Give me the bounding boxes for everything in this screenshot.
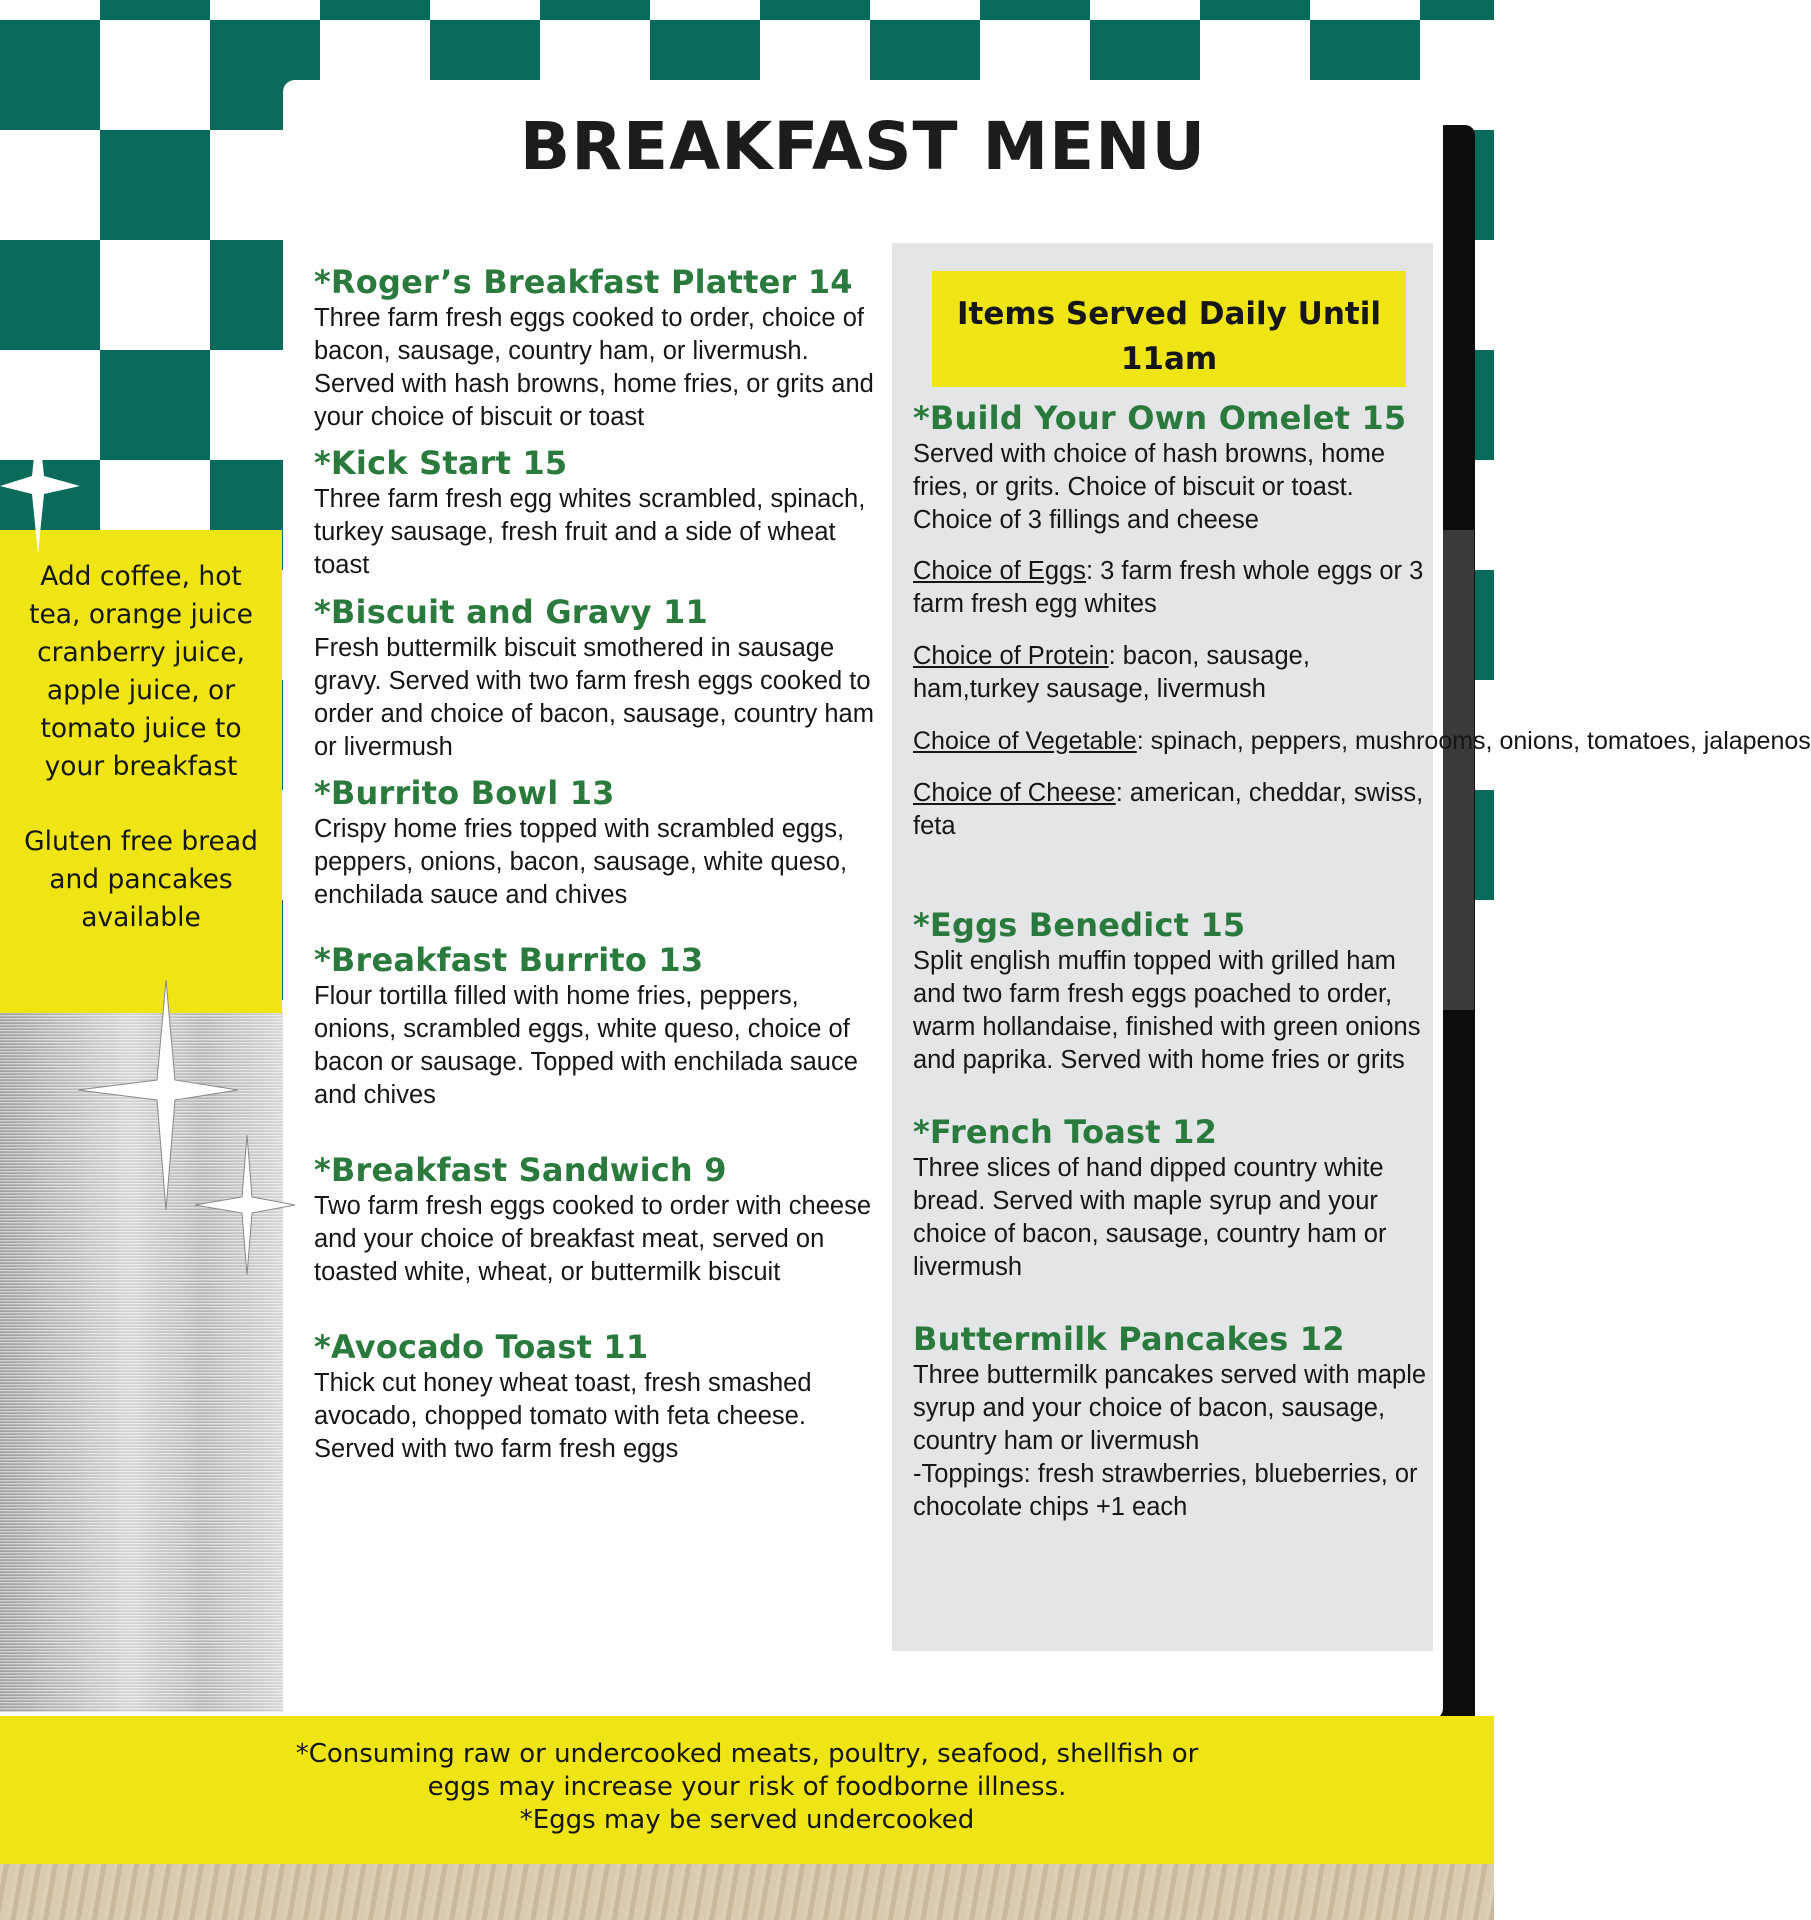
choice-label: Choice of Cheese: [913, 779, 1116, 807]
left-menu-column: [314, 262, 874, 1466]
item-name: *French Toast 12: [913, 1113, 1218, 1151]
menu-item: [314, 1150, 874, 1289]
side-info-panel: [0, 530, 282, 1013]
item-description: Thick cut honey wheat toast, fresh smashed avocado, chopped tomato with feta cheese. Served with two farm fresh eggs: [314, 1369, 812, 1463]
omelet-choice: [913, 777, 1433, 843]
item-description: Three slices of hand dipped country white bread. Served with maple syrup and your choice of bacon, sausage, country ham or livermush: [913, 1154, 1387, 1281]
footer-warning-line: *Consuming raw or undercooked meats, poultry, seafood, shellfish or: [295, 1739, 1199, 1769]
menu-item: [913, 1319, 1433, 1524]
item-name: *Breakfast Burrito 13: [314, 941, 704, 979]
item-description: Split english muffin topped with grilled ham and two farm fresh eggs poached to order, warm hollandaise, finished with green onions and paprika. Served with home fries or grits: [913, 947, 1421, 1074]
menu-item: [913, 398, 1433, 537]
item-name: *Eggs Benedict 15: [913, 906, 1246, 944]
allergen-footer: [0, 1716, 1494, 1864]
page-shadow-highlight: [1440, 530, 1474, 1010]
choice-label: Choice of Protein: [913, 642, 1109, 670]
item-name: *Roger’s Breakfast Platter 14: [314, 263, 853, 301]
gluten-free-note: Gluten free bread and pancakes available: [24, 826, 258, 933]
sparkle-icon: [0, 418, 80, 554]
item-name: *Kick Start 15: [314, 444, 568, 482]
menu-item: [314, 940, 874, 1112]
item-name: *Burrito Bowl 13: [314, 774, 615, 812]
sparkle-icon: [195, 1135, 295, 1275]
item-name: Buttermilk Pancakes 12: [913, 1320, 1345, 1358]
item-name: *Avocado Toast 11: [314, 1328, 649, 1366]
item-description: Two farm fresh eggs cooked to order with cheese and your choice of breakfast meat, served on toasted white, wheat, or buttermilk biscuit: [314, 1192, 872, 1286]
item-name: *Breakfast Sandwich 9: [314, 1151, 727, 1189]
item-description: Fresh buttermilk biscuit smothered in sausage gravy. Served with two farm fresh eggs cooked to order and choice of bacon, sausage, country ham or livermush: [314, 634, 874, 761]
item-description: Served with choice of hash browns, home fries, or grits. Choice of biscuit or toast. Choice of 3 fillings and cheese: [913, 440, 1385, 534]
choice-text: : bacon, sausage, ham,turkey sausage, livermush: [913, 642, 1310, 703]
menu-title: BREAKFAST MENU: [519, 108, 1207, 185]
wood-floor-strip: [0, 1864, 1494, 1920]
item-description: Three farm fresh eggs cooked to order, choice of bacon, sausage, country ham, or livermush. Served with hash browns, home fries, or grits and your choice of biscuit or toast: [314, 304, 874, 431]
item-description: Three buttermilk pancakes served with maple syrup and your choice of bacon, sausage, country ham or livermush: [913, 1361, 1427, 1455]
omelet-choice: [913, 640, 1433, 706]
footer-eggs-note: *Eggs may be served undercooked: [519, 1805, 975, 1835]
choice-text: : 3 farm fresh whole eggs or 3 farm fresh egg whites: [913, 557, 1424, 618]
item-description: Flour tortilla filled with home fries, peppers, onions, scrambled eggs, white queso, choice of bacon or sausage. Topped with enchilada sauce and chives: [314, 982, 858, 1109]
menu-item: [913, 1112, 1433, 1284]
daily-hours-badge: Items Served Daily Until 11am: [932, 271, 1406, 387]
item-toppings: -Toppings: fresh strawberries, blueberries, or chocolate chips +1 each: [913, 1460, 1418, 1521]
menu-item: [314, 443, 874, 582]
footer-warning-line: eggs may increase your risk of foodborne illness.: [427, 1772, 1067, 1802]
drink-addons-note: Add coffee, hot tea, orange juice cranberry juice, apple juice, or tomato juice to your breakfast: [29, 561, 253, 782]
menu-item: [314, 773, 874, 912]
item-name: *Build Your Own Omelet 15: [913, 399, 1407, 437]
menu-item: [913, 905, 1433, 1077]
choice-label: Choice of Eggs: [913, 557, 1086, 585]
choice-label: Choice of Vegetable: [913, 727, 1137, 755]
omelet-choice: [913, 725, 1811, 758]
menu-item: [314, 1327, 874, 1466]
omelet-choice: [913, 555, 1433, 621]
item-name: *Biscuit and Gravy 11: [314, 593, 708, 631]
menu-item: [314, 592, 874, 764]
menu-item: [314, 262, 874, 434]
choice-text: : spinach, peppers, mushrooms, onions, tomatoes, jalapenos: [1136, 727, 1811, 755]
right-menu-column: [913, 398, 1811, 1524]
item-description: Crispy home fries topped with scrambled eggs, peppers, onions, bacon, sausage, white queso, enchilada sauce and chives: [314, 815, 848, 909]
item-description: Three farm fresh egg whites scrambled, spinach, turkey sausage, fresh fruit and a side of wheat toast: [314, 485, 866, 579]
choice-text: : american, cheddar, swiss, feta: [913, 779, 1424, 840]
